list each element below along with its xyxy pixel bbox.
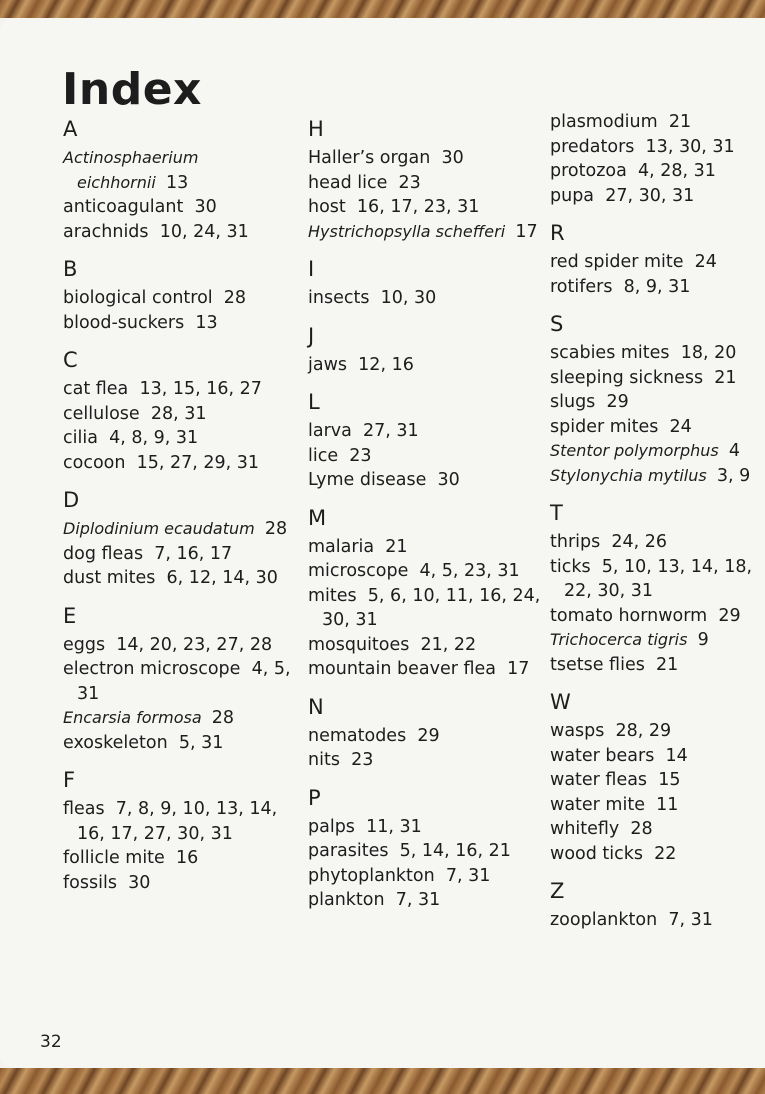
entry-page-numbers: 30 — [441, 148, 464, 168]
entry-term: Encarsia formosa — [63, 708, 202, 727]
entry-page-numbers: 22 — [654, 843, 677, 864]
entry-page-numbers: 7, 16, 17 — [154, 543, 233, 564]
index-entry — [63, 633, 295, 658]
index-entry — [63, 517, 295, 542]
entry-page-numbers: 13, 30, 31 — [645, 136, 735, 157]
entry-term: palps — [308, 816, 355, 837]
entry-page-numbers: 7, 8, 9, 10, 13, 14, 16, 17, 27, 30, 31 — [77, 799, 278, 844]
index-entry — [308, 657, 546, 682]
index-entry — [63, 146, 295, 195]
entry-term: cat flea — [63, 379, 129, 399]
section-letter: B — [63, 257, 78, 281]
section-letter: N — [308, 694, 324, 719]
entry-page-numbers: 10, 24, 31 — [159, 221, 249, 242]
section-letter: C — [63, 348, 78, 372]
index-entry — [308, 633, 546, 658]
entry-term: fossils — [63, 872, 117, 893]
index-entry — [308, 888, 546, 913]
entry-page-numbers: 7, 31 — [445, 865, 491, 886]
entry-term: Stylonychia mytilus — [550, 465, 707, 485]
index-entry — [550, 555, 764, 604]
index-entry — [308, 559, 546, 584]
entry-term: parasites — [308, 841, 389, 861]
entry-term: cocoon — [63, 452, 126, 473]
index-entry — [308, 535, 546, 560]
entry-page-numbers: 8, 9, 31 — [623, 276, 691, 297]
entry-term: predators — [550, 136, 635, 157]
entry-term: plankton — [308, 890, 385, 910]
index-entry — [63, 220, 295, 245]
index-entry — [550, 842, 764, 867]
index-section — [550, 689, 764, 866]
entry-term: wasps — [550, 721, 605, 741]
index-entry — [550, 135, 764, 160]
entry-term: ticks — [550, 556, 591, 577]
entry-term: spider mites — [550, 416, 659, 437]
index-entry — [308, 468, 546, 493]
index-section — [63, 767, 295, 895]
index-section — [308, 785, 546, 913]
index-entry — [63, 402, 295, 427]
index-entry — [63, 311, 295, 336]
index-column-2 — [308, 116, 546, 913]
entry-page-numbers: 12, 16 — [358, 354, 414, 375]
decorative-bottom-border — [0, 1068, 765, 1094]
index-entry — [63, 566, 295, 591]
entry-page-numbers: 23 — [398, 172, 421, 193]
entry-term: fleas — [63, 799, 105, 819]
entry-term: rotifers — [550, 276, 613, 297]
entry-term: cellulose — [63, 403, 140, 424]
entry-term: water fleas — [550, 770, 648, 790]
index-entry — [550, 341, 764, 366]
index-entry — [550, 768, 764, 793]
entry-page-numbers: 14 — [665, 745, 688, 766]
entry-page-numbers: 30 — [437, 470, 460, 490]
section-letter: M — [308, 505, 327, 530]
entry-term: Haller’s organ — [308, 148, 431, 168]
entry-page-numbers: 27, 31 — [363, 421, 419, 441]
entry-page-numbers: 7, 31 — [395, 890, 441, 910]
entry-page-numbers: 17 — [515, 221, 538, 242]
index-entry — [63, 731, 295, 756]
index-entry — [308, 584, 546, 633]
entry-term: tomato hornworm — [550, 605, 708, 626]
index-entry — [308, 286, 546, 311]
entry-page-numbers: 10, 30 — [380, 288, 437, 308]
entry-page-numbers: 13 — [195, 312, 218, 333]
entry-page-numbers: 23 — [349, 445, 372, 466]
index-entry — [550, 159, 764, 184]
entry-term: Diplodinium ecaudatum — [63, 519, 255, 538]
entry-page-numbers: 9 — [697, 630, 709, 650]
entry-term: dog fleas — [63, 543, 144, 564]
index-section — [550, 500, 764, 677]
entry-term: insects — [308, 288, 370, 308]
index-entry — [550, 366, 764, 391]
entry-term: wood ticks — [550, 843, 643, 864]
entry-page-numbers: 30 — [128, 872, 151, 893]
entry-term: larva — [308, 421, 352, 441]
entry-page-numbers: 5, 10, 13, 14, 18, 22, 30, 31 — [564, 556, 753, 601]
entry-term: water bears — [550, 745, 655, 766]
index-section — [308, 323, 546, 378]
entry-term: jaws — [308, 354, 348, 375]
index-section — [308, 389, 546, 493]
index-entry — [63, 706, 295, 731]
entry-page-numbers: 5, 31 — [178, 732, 224, 753]
entry-page-numbers: 28 — [264, 519, 288, 539]
index-entry — [63, 426, 295, 451]
section-letter: R — [550, 221, 565, 245]
entry-term: microscope — [308, 561, 409, 581]
index-entry — [550, 604, 764, 629]
index-entry — [550, 628, 764, 653]
index-entry — [63, 377, 295, 402]
index-section — [63, 116, 295, 244]
index-entry — [550, 250, 764, 275]
entry-page-numbers: 28 — [211, 708, 235, 728]
index-section — [308, 116, 546, 244]
entry-page-numbers: 28, 31 — [150, 403, 207, 424]
section-letter: H — [308, 117, 324, 141]
index-entry — [308, 444, 546, 469]
entry-page-numbers: 15, 27, 29, 31 — [136, 452, 260, 473]
entry-term: malaria — [308, 536, 375, 557]
entry-page-numbers: 11, 31 — [366, 816, 422, 837]
entry-page-numbers: 4, 28, 31 — [637, 161, 716, 181]
entry-page-numbers: 13, 15, 16, 27 — [139, 379, 262, 399]
entry-page-numbers: 24 — [694, 252, 717, 272]
entry-page-numbers: 21, 22 — [420, 634, 477, 655]
section-letter: L — [308, 390, 320, 414]
entry-term: red spider mite — [550, 252, 684, 272]
section-letter: A — [63, 117, 78, 141]
entry-page-numbers: 17 — [507, 659, 530, 679]
index-entry — [308, 748, 546, 773]
decorative-top-border — [0, 0, 765, 18]
index-entry — [550, 908, 764, 933]
entry-term: host — [308, 197, 346, 217]
entry-term: dust mites — [63, 568, 156, 588]
section-letter: Z — [550, 879, 565, 903]
section-letter: T — [550, 501, 563, 525]
entry-term: water mite — [550, 794, 645, 815]
index-entry — [308, 146, 546, 171]
index-entry — [550, 110, 764, 135]
entry-term: thrips — [550, 532, 601, 552]
entry-term: Trichocerca tigris — [550, 630, 688, 649]
entry-page-numbers: 4, 8, 9, 31 — [109, 428, 199, 448]
entry-term: scabies mites — [550, 343, 670, 363]
entry-term: electron microscope — [63, 659, 241, 679]
index-column-1 — [63, 116, 295, 895]
index-section — [63, 603, 295, 756]
entry-term: arachnids — [63, 221, 149, 242]
section-letter: I — [308, 257, 315, 281]
index-entry — [308, 195, 546, 220]
index-entry — [308, 353, 546, 378]
page-number: 32 — [40, 1032, 62, 1052]
entry-page-numbers: 7, 31 — [668, 910, 713, 930]
entry-term: head lice — [308, 172, 388, 193]
index-entry — [308, 864, 546, 889]
index-section — [550, 878, 764, 933]
entry-page-numbers: 11 — [656, 794, 679, 815]
section-letter: S — [550, 312, 564, 336]
index-section — [308, 505, 546, 682]
index-entry — [63, 542, 295, 567]
index-entry — [63, 451, 295, 476]
index-entry — [63, 657, 295, 706]
index-entry — [550, 744, 764, 769]
entry-page-numbers: 3, 9 — [716, 465, 751, 486]
entry-page-numbers: 21 — [385, 536, 408, 557]
index-entry — [550, 793, 764, 818]
index-entry — [550, 275, 764, 300]
index-entry — [63, 871, 295, 896]
entry-page-numbers: 21 — [655, 654, 679, 675]
index-entry — [63, 797, 295, 846]
entry-page-numbers: 30 — [194, 197, 217, 217]
section-letter: D — [63, 488, 80, 512]
entry-page-numbers: 4, 5, 23, 31 — [419, 561, 520, 581]
entry-term: sleeping sickness — [550, 367, 704, 388]
entry-page-numbers: 28 — [223, 288, 247, 308]
entry-term: plasmodium — [550, 112, 658, 132]
entry-term: tsetse flies — [550, 654, 645, 675]
entry-term: slugs — [550, 392, 596, 412]
index-entry — [550, 464, 764, 489]
index-section — [308, 694, 546, 773]
entry-page-numbers: 28, 29 — [615, 721, 672, 741]
index-entry — [550, 439, 764, 464]
entry-term: pupa — [550, 185, 595, 206]
entry-term: nematodes — [308, 725, 407, 746]
entry-term: mosquitoes — [308, 634, 410, 655]
index-entry — [308, 220, 546, 245]
entry-page-numbers: 29 — [417, 725, 440, 746]
entry-page-numbers: 24, 26 — [611, 532, 668, 552]
index-entry — [63, 846, 295, 871]
index-entry — [550, 653, 764, 678]
entry-page-numbers: 5, 6, 10, 11, 16, 24, 30, 31 — [322, 585, 541, 630]
index-section — [63, 256, 295, 335]
index-section — [550, 220, 764, 299]
entry-term: eggs — [63, 634, 106, 655]
entry-term: lice — [308, 445, 339, 466]
index-entry — [308, 839, 546, 864]
entry-page-numbers: 27, 30, 31 — [605, 185, 695, 206]
entry-term: protozoa — [550, 161, 627, 181]
entry-term: anticoagulant — [63, 197, 184, 217]
entry-page-numbers: 28 — [630, 819, 653, 839]
entry-term: nits — [308, 750, 340, 770]
entry-page-numbers: 5, 14, 16, 21 — [399, 841, 511, 861]
index-entry — [63, 286, 295, 311]
entry-term: blood-suckers — [63, 312, 185, 333]
index-entry — [308, 724, 546, 749]
entry-page-numbers: 4 — [728, 441, 741, 461]
entry-page-numbers: 21 — [714, 367, 737, 388]
section-letter: P — [308, 785, 321, 810]
index-entry — [550, 719, 764, 744]
index-section — [550, 311, 764, 488]
entry-term: mountain beaver flea — [308, 659, 497, 679]
entry-page-numbers: 29 — [606, 392, 629, 412]
entry-page-numbers: 24 — [669, 416, 692, 437]
entry-term: Stentor polymorphus — [550, 441, 719, 460]
page-title: Index — [62, 64, 202, 115]
entry-term: phytoplankton — [308, 865, 435, 886]
entry-term: Actinosphaerium eichhornii — [63, 148, 199, 192]
index-entry — [63, 195, 295, 220]
index-entry — [308, 419, 546, 444]
entry-page-numbers: 18, 20 — [680, 343, 737, 363]
entry-term: cilia — [63, 428, 98, 448]
entry-page-numbers: 29 — [718, 605, 741, 626]
entry-term: follicle mite — [63, 848, 165, 868]
entry-term: Lyme disease — [308, 470, 427, 490]
index-entry — [550, 817, 764, 842]
entry-term: mites — [308, 585, 357, 606]
index-section — [550, 110, 764, 208]
entry-term: whitefly — [550, 819, 620, 839]
section-letter: F — [63, 768, 76, 792]
entry-page-numbers: 6, 12, 14, 30 — [166, 568, 278, 588]
index-section — [308, 256, 546, 311]
entry-page-numbers: 16, 17, 23, 31 — [356, 197, 480, 217]
entry-term: biological control — [63, 288, 213, 308]
section-letter: W — [550, 690, 571, 714]
entry-term: zooplankton — [550, 910, 658, 930]
entry-page-numbers: 21 — [668, 112, 692, 132]
entry-page-numbers: 16 — [175, 848, 199, 868]
index-entry — [550, 184, 764, 209]
entry-page-numbers: 15 — [658, 770, 681, 790]
index-entry — [308, 815, 546, 840]
section-letter: E — [63, 603, 77, 628]
entry-term: exoskeleton — [63, 732, 168, 753]
section-letter: J — [308, 323, 315, 348]
index-entry — [550, 530, 764, 555]
index-entry — [550, 390, 764, 415]
entry-page-numbers: 23 — [351, 750, 374, 770]
entry-term: Hystrichopsylla schefferi — [308, 221, 506, 241]
entry-page-numbers: 14, 20, 23, 27, 28 — [116, 634, 273, 655]
index-entry — [550, 415, 764, 440]
index-column-3 — [550, 112, 764, 933]
index-section — [63, 347, 295, 475]
index-section — [63, 487, 295, 591]
entry-page-numbers: 4, 5, 31 — [77, 659, 291, 704]
entry-page-numbers: 13 — [165, 172, 189, 193]
index-entry — [308, 171, 546, 196]
